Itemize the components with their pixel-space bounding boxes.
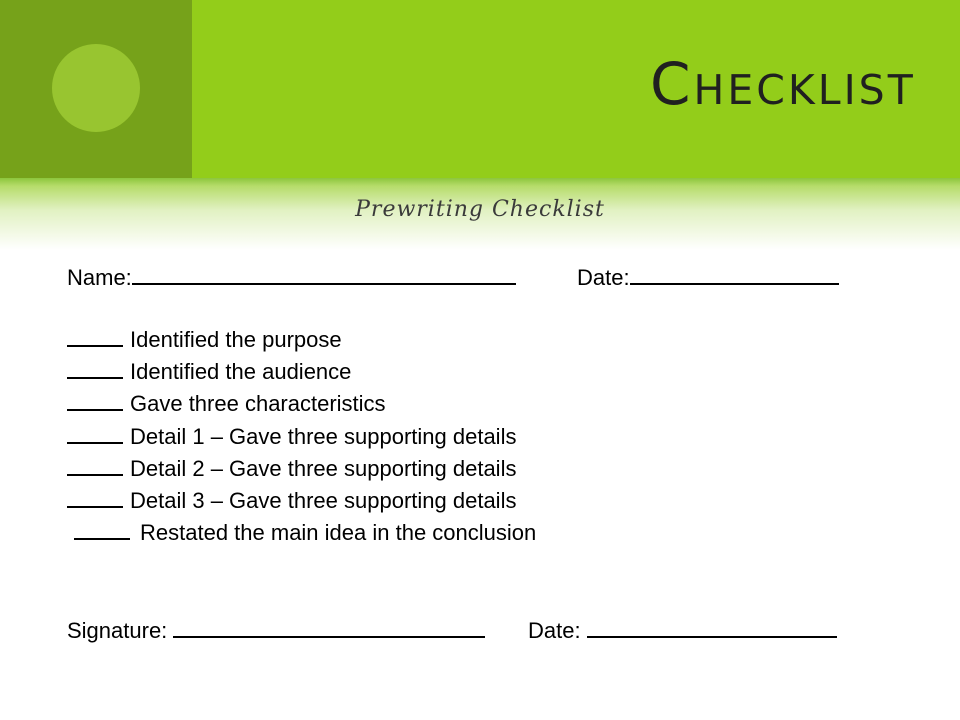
check-blank[interactable] (67, 358, 123, 379)
date-row (577, 264, 839, 291)
checklist-item (74, 519, 536, 546)
date-label: Date: (577, 265, 630, 290)
name-row (67, 264, 516, 291)
checklist-item-text: Detail 1 – Gave three supporting details (130, 424, 517, 449)
signature-date-label: Date: (528, 618, 581, 643)
checklist-item (67, 358, 351, 385)
slide-title: Checklist (650, 50, 916, 118)
circle-decoration (52, 44, 140, 132)
name-label: Name: (67, 265, 132, 290)
date-blank[interactable] (630, 264, 839, 285)
signature-date-row (528, 617, 837, 644)
checklist-item-text: Restated the main idea in the conclusion (140, 520, 537, 545)
check-blank[interactable] (67, 455, 123, 476)
checklist-item-text: Identified the purpose (130, 327, 342, 352)
check-blank[interactable] (67, 487, 123, 508)
signature-label: Signature: (67, 618, 168, 643)
checklist-item (67, 326, 342, 353)
check-blank[interactable] (67, 390, 123, 411)
checklist-item-text: Detail 3 – Gave three supporting details (130, 488, 517, 513)
signature-date-blank[interactable] (587, 617, 837, 638)
check-blank[interactable] (74, 519, 130, 540)
check-blank[interactable] (67, 326, 123, 347)
name-blank[interactable] (132, 264, 516, 285)
signature-blank[interactable] (173, 617, 485, 638)
checklist-item-text: Gave three characteristics (130, 391, 386, 416)
slide-subtitle: Prewriting Checklist (355, 197, 605, 222)
checklist-item (67, 423, 516, 450)
checklist-item (67, 487, 516, 514)
checklist-item-text: Detail 2 – Gave three supporting details (130, 456, 517, 481)
header-accent-block (0, 0, 192, 178)
check-blank[interactable] (67, 423, 123, 444)
checklist-item (67, 455, 516, 482)
signature-row (67, 617, 485, 644)
checklist-item-text: Identified the audience (130, 359, 352, 384)
checklist-item (67, 390, 386, 417)
